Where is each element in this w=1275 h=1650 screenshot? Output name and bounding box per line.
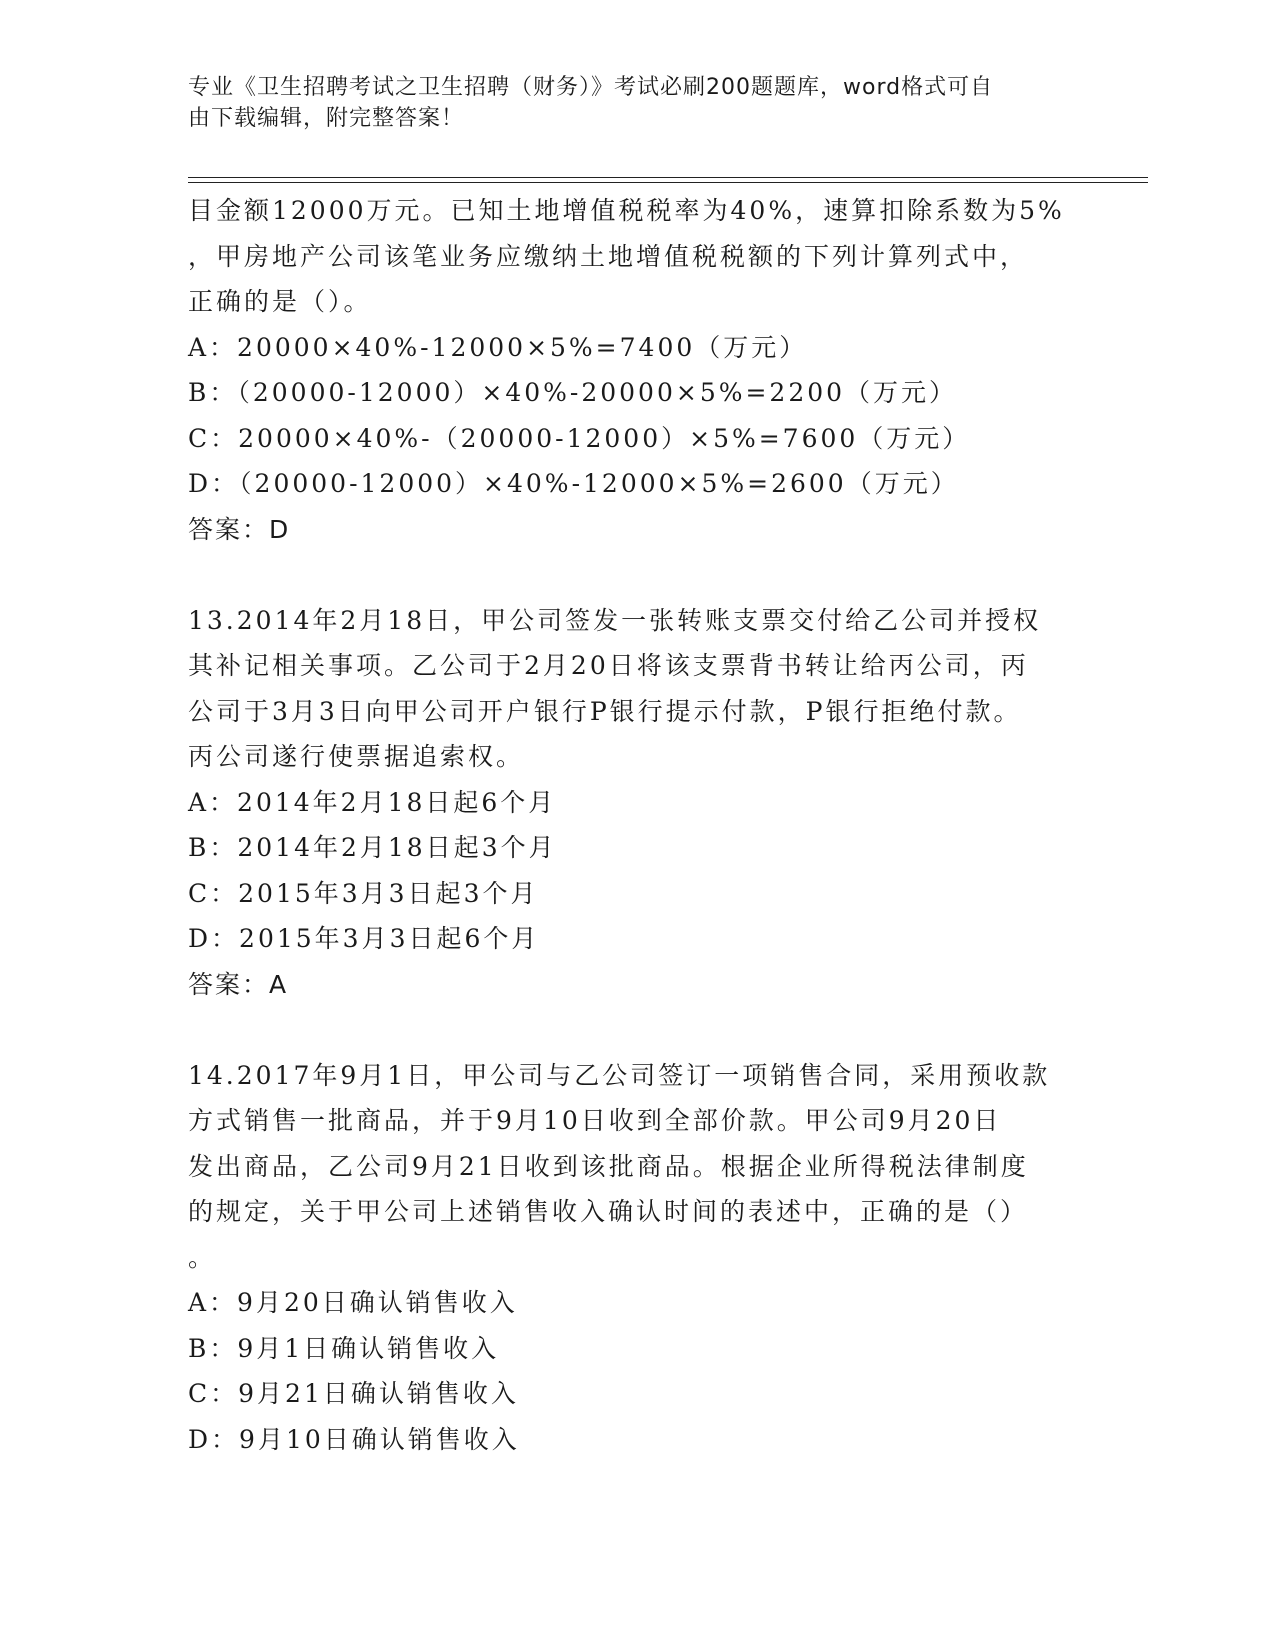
header-divider-bottom (188, 182, 1148, 183)
option-c: C：20000×40%-（20000-12000）×5%=7600（万元） (188, 423, 971, 453)
question-text-line: 发出商品，乙公司9月21日收到该批商品。根据企业所得税法律制度 (188, 1151, 1029, 1181)
option-d: D：9月10日确认销售收入 (188, 1424, 520, 1454)
question-text-line: 14.2017年9月1日，甲公司与乙公司签订一项销售合同，采用预收款 (188, 1060, 1051, 1090)
question-12 (188, 188, 1088, 552)
document-header (188, 72, 1068, 134)
header-divider-top (188, 177, 1148, 178)
question-text-line: 目金额12000万元。已知土地增值税税率为40%，速算扣除系数为5% (188, 196, 1065, 225)
option-a: A：2014年2月18日起6个月 (188, 787, 557, 817)
answer-label: 答案：A (188, 969, 289, 999)
option-a: A：9月20日确认销售收入 (188, 1288, 518, 1317)
option-d: D：（20000-12000）×40%-12000×5%=2600（万元） (188, 469, 959, 498)
question-text-line: 正确的是（）。 (188, 287, 372, 316)
option-c: C：2015年3月3日起3个月 (188, 878, 539, 908)
question-text-line: 。 (188, 1242, 217, 1272)
question-13 (188, 598, 1088, 1008)
question-text-line: 方式销售一批商品，并于9月10日收到全部价款。甲公司9月20日 (188, 1106, 1002, 1135)
spacer (188, 1007, 1088, 1053)
question-14 (188, 1053, 1088, 1463)
answer-label: 答案：D (188, 514, 291, 544)
question-text-line: 其补记相关事项。乙公司于2月20日将该支票背书转让给丙公司，丙 (188, 651, 1029, 680)
header-title-line-2: 由下载编辑，附完整答案！ (188, 106, 465, 131)
question-text-line: ，甲房地产公司该笔业务应缴纳土地增值税税额的下列计算列式中， (188, 241, 1029, 271)
option-b: B：（20000-12000）×40%-20000×5%=2200（万元） (188, 378, 958, 407)
question-text-line: 丙公司遂行使票据追索权。 (188, 742, 525, 771)
option-c: C：9月21日确认销售收入 (188, 1379, 519, 1408)
spacer (188, 552, 1088, 598)
option-a: A：20000×40%-12000×5%=7400（万元） (188, 332, 808, 362)
question-text-line: 的规定，关于甲公司上述销售收入确认时间的表述中，正确的是（） (188, 1197, 1029, 1226)
header-title-line-1: 专业《卫生招聘考试之卫生招聘（财务）》考试必刷200题题库，word格式可自 (188, 75, 994, 100)
option-b: B：9月1日确认销售收入 (188, 1333, 500, 1363)
option-d: D：2015年3月3日起6个月 (188, 924, 540, 953)
question-text-line: 13.2014年2月18日，甲公司签发一张转账支票交付给乙公司并授权 (188, 605, 1042, 635)
document-body (188, 188, 1088, 1462)
option-b: B：2014年2月18日起3个月 (188, 833, 557, 862)
question-text-line: 公司于3月3日向甲公司开户银行P银行提示付款，P银行拒绝付款。 (188, 696, 1022, 726)
